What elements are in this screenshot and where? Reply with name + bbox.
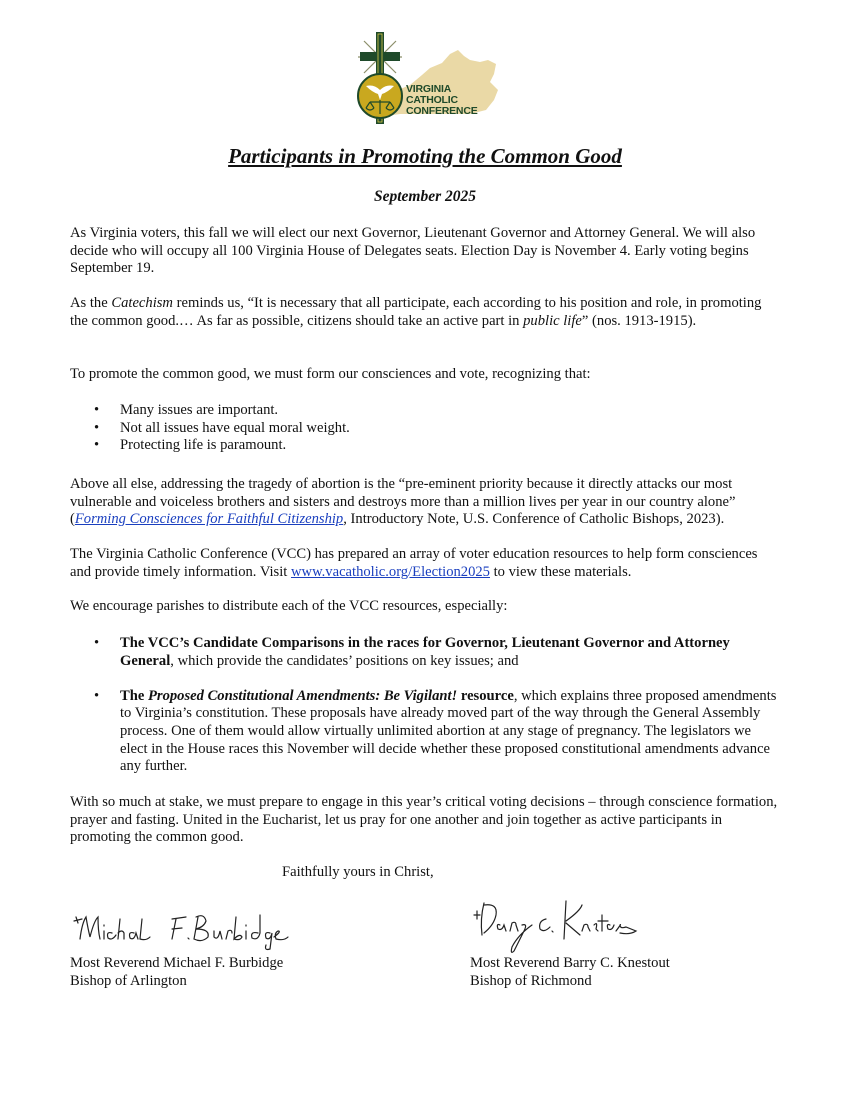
bullet-icon: • <box>94 687 100 704</box>
page-title: Participants in Promoting the Common Good <box>228 144 622 168</box>
list-item-candidate-comparisons <box>70 635 780 670</box>
bullet-icon: • <box>94 402 100 418</box>
catechism-text-c: ” (nos. 1913-1915). <box>581 312 697 329</box>
list-item <box>70 402 780 420</box>
amendments-bold-a: The <box>120 687 148 704</box>
logo-text-line2: CATHOLIC <box>406 94 458 106</box>
priority-text-b: , Introductory Note, U.S. Conference of Catholic Bishops, 2023). <box>343 511 725 528</box>
common-good-paragraph: To promote the common good, we must form our consciences and vote, recognizing that: <box>70 366 591 382</box>
catechism-text-b: reminds us, “It is necessary that all participate, each according to his position and role, in promoting the common good.… As far as possible, citizens should take an active part in <box>70 295 762 329</box>
logo-text-line3: CONFERENCE <box>406 105 478 117</box>
abortion-priority-paragraph <box>70 476 780 529</box>
forming-consciences-link[interactable] <box>75 511 343 527</box>
list-item-text: Not all issues have equal moral weight. <box>120 419 350 436</box>
encourage-parishes-paragraph: We encourage parishes to distribute each of the VCC resources, especially: <box>70 598 508 614</box>
closing-salutation: Faithfully yours in Christ, <box>282 864 434 880</box>
list-item-text: Many issues are important. <box>120 402 279 418</box>
resources-text-b: to view these materials. <box>489 563 632 580</box>
principles-list <box>70 402 780 455</box>
catechism-text-a: As the <box>70 295 112 311</box>
logo-text-line1: VIRGINIA <box>406 83 452 95</box>
signatory-title-knestout: Bishop of Richmond <box>470 972 592 989</box>
list-item <box>70 420 780 438</box>
signatory-name-burbidge: Most Reverend Michael F. Burbidge <box>70 955 284 971</box>
candidate-comparisons-bold: The VCC’s Candidate Comparisons in the races for Governor, Lieutenant Governor and Attorney General <box>120 635 730 669</box>
signature-knestout <box>470 895 770 955</box>
signature-burbidge <box>70 905 370 955</box>
handwritten-signature-icon <box>70 905 290 955</box>
bullet-icon: • <box>94 437 100 454</box>
signatory-name-knestout: Most Reverend Barry C. Knestout <box>470 955 670 971</box>
intro-paragraph: As Virginia voters, this fall we will elect our next Governor, Lieutenant Governor and Attorney General. We will also decide who will occupy all 100 Virginia House of Delegates seats. Election Day is November 4. Early voting begins September 19. <box>70 225 756 277</box>
public-life-italic: public life <box>523 312 582 329</box>
election2025-link[interactable]: www.vacatholic.org/Election2025 <box>290 563 490 580</box>
vcc-resources-paragraph <box>70 546 780 581</box>
signatory-title-burbidge: Bishop of Arlington <box>70 972 187 989</box>
signature-block-burbidge <box>70 905 370 990</box>
priority-text-a: Above all else, addressing the tragedy of abortion is the “pre-eminent priority because it directly attacks our most vulnerable and voiceless brothers and sisters and destroys more than a million lives per year in our country alone” ( <box>70 476 736 528</box>
catechism-paragraph <box>70 295 780 330</box>
amendments-text: , which explains three proposed amendments to Virginia’s constitution. These proposals have already moved part of the way through the General Assembly process. One of them would allow virtually unlimited abortion at any stage of pregnancy. The legislators we elect in the House races this November will decide whether these proposed constitutional amendments advance any further. <box>120 687 777 775</box>
closing-paragraph: With so much at stake, we must prepare to engage in this year’s critical voting decisions – through conscience formation, prayer and fasting. United in the Eucharist, let us pray for one another and join together as active participants in promoting the common good. <box>70 794 778 846</box>
list-item-text: Protecting life is paramount. <box>120 437 287 454</box>
resources-text-a: The Virginia Catholic Conference (VCC) has prepared an array of voter education resources to help form consciences and provide timely information. Visit <box>70 546 758 580</box>
candidate-comparisons-text: , which provide the candidates’ positions on key issues; and <box>170 652 519 669</box>
signature-block-knestout <box>470 895 770 990</box>
bullet-icon: • <box>94 635 100 651</box>
vcc-logo <box>350 30 500 126</box>
resources-list <box>70 635 780 776</box>
catechism-italic: Catechism <box>111 295 173 311</box>
document-date: September 2025 <box>373 188 477 205</box>
list-item <box>70 437 780 455</box>
forming-consciences-link-text: Forming Consciences for Faithful Citizenship <box>74 511 344 528</box>
amendments-bold-b: resource <box>457 687 514 704</box>
list-item-constitutional-amendments <box>70 688 780 776</box>
handwritten-signature-icon <box>470 895 640 955</box>
bullet-icon: • <box>94 419 100 436</box>
amendments-bold-italic: Proposed Constitutional Amendments: Be Vigilant! <box>147 687 458 704</box>
